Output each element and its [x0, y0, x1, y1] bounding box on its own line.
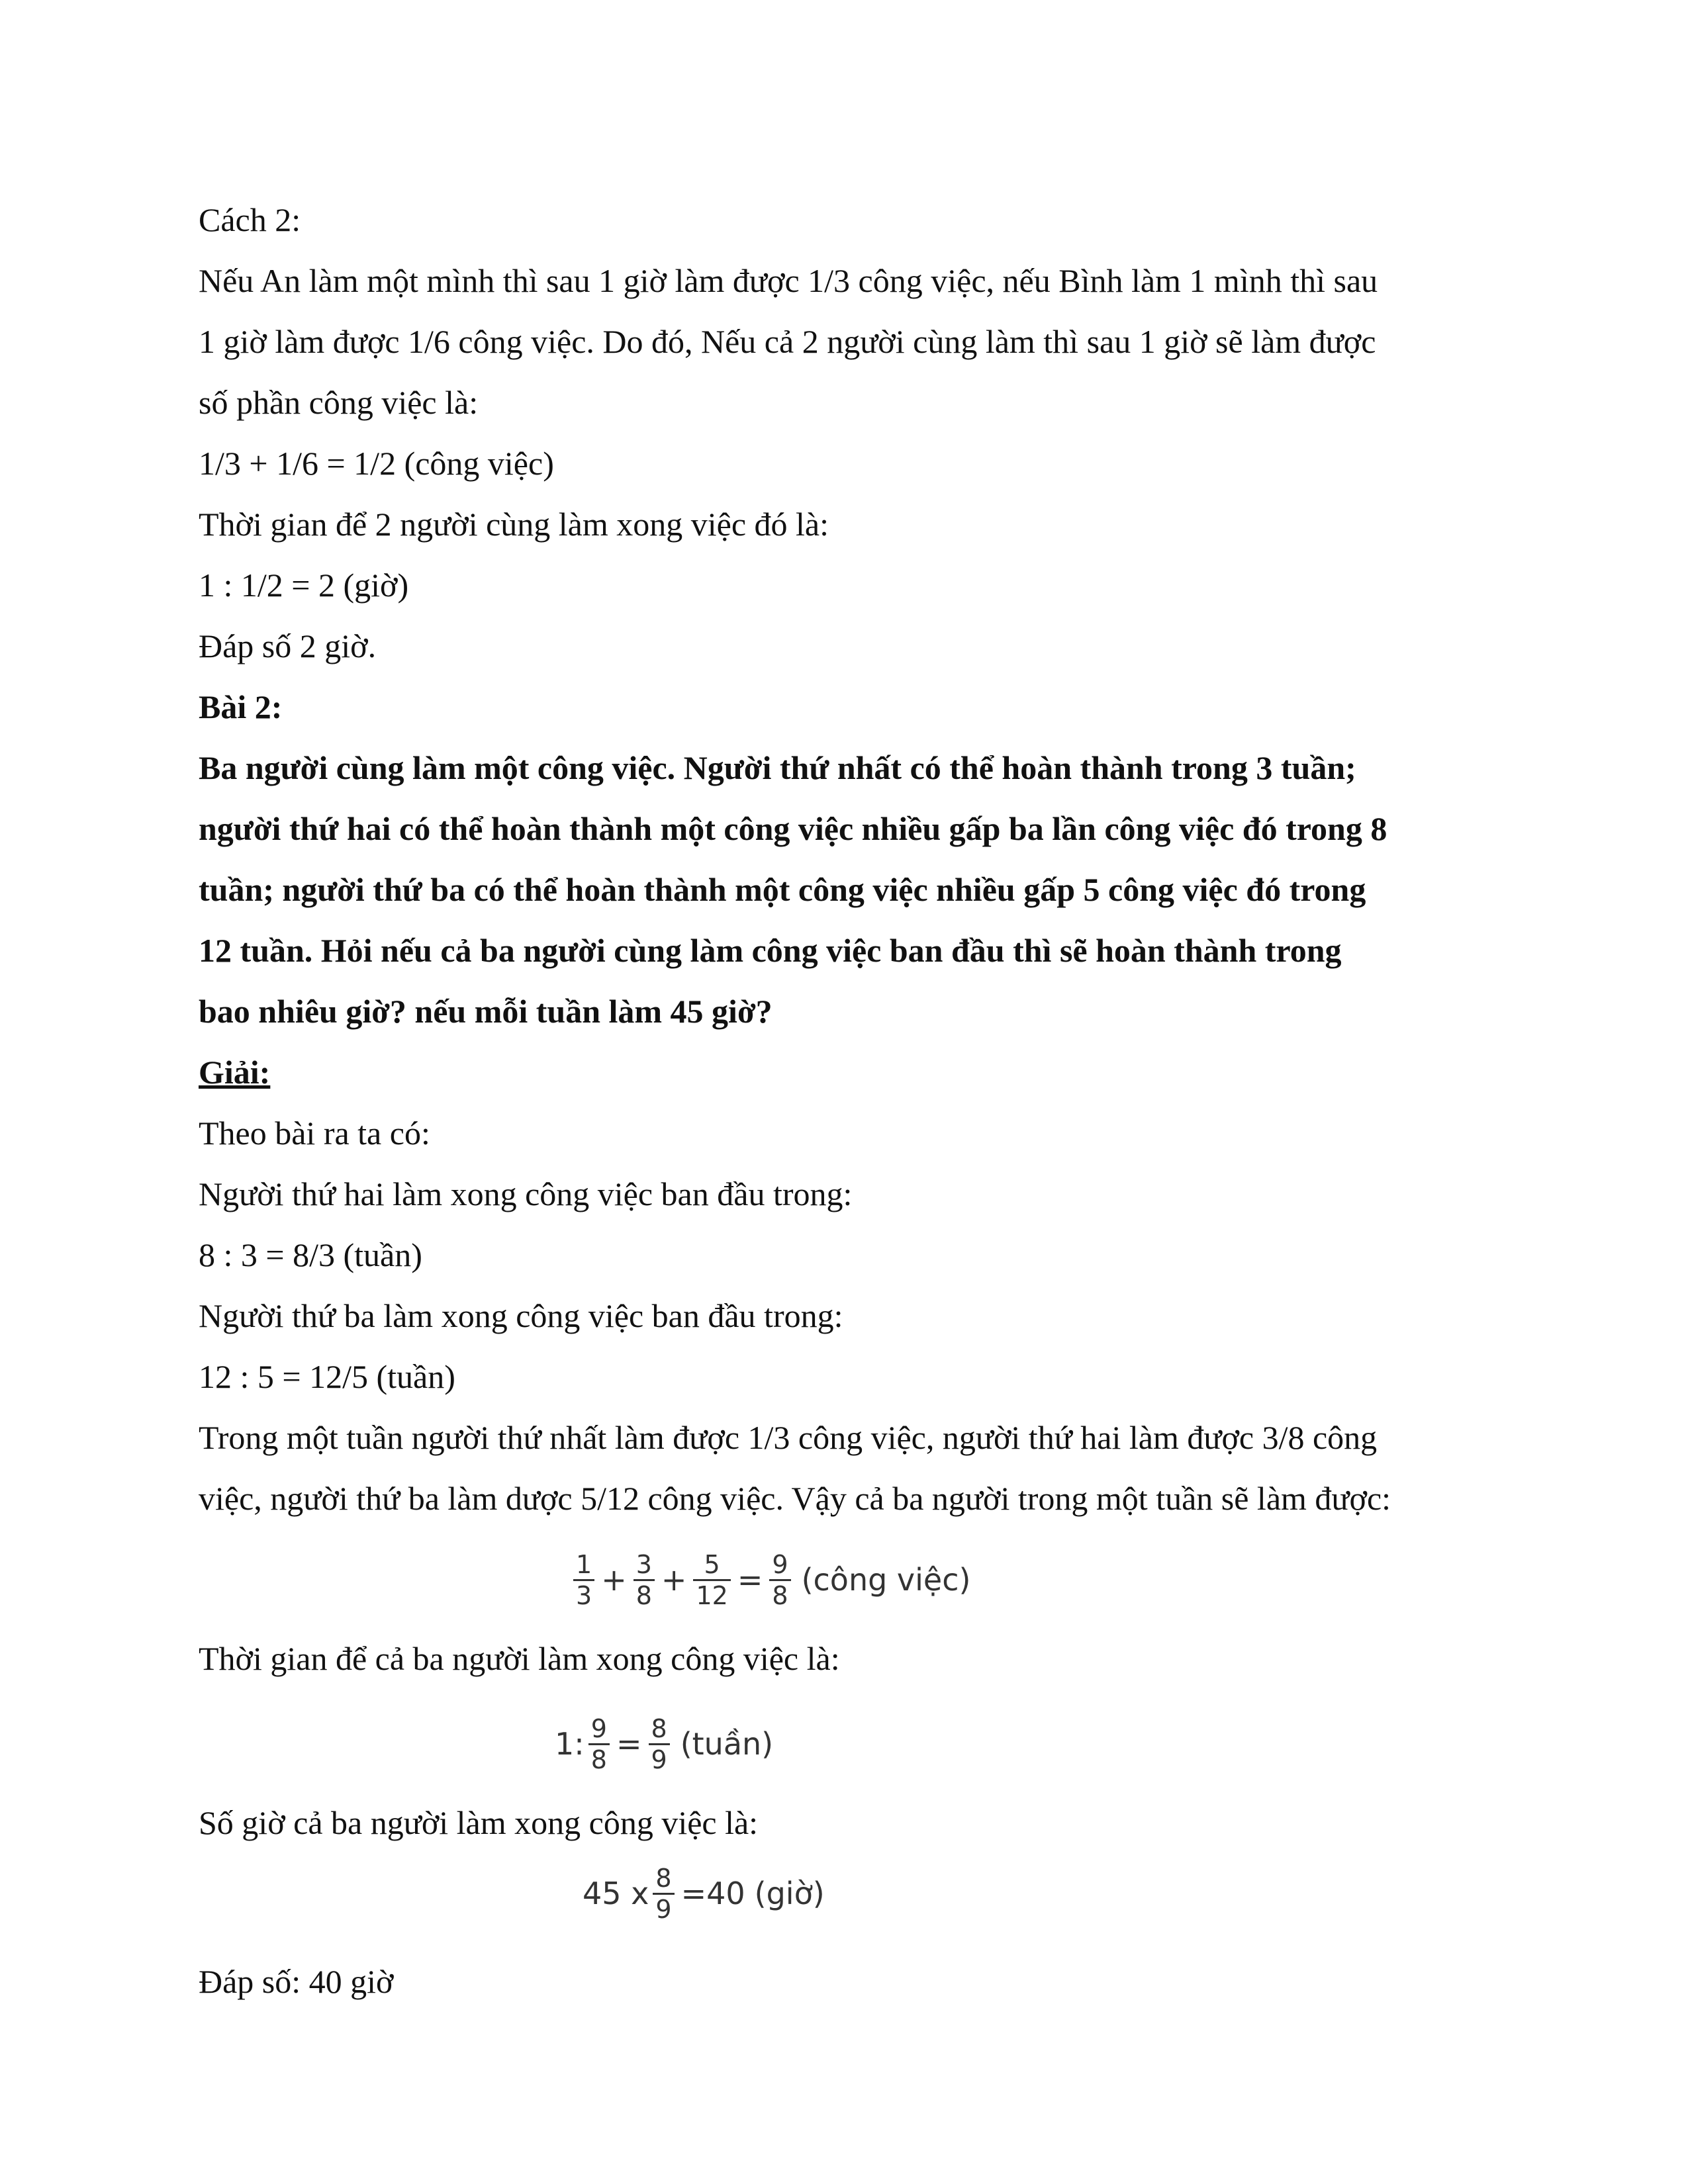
paragraph-line: Người thứ hai làm xong công việc ban đầu trong: [199, 1175, 853, 1212]
answer-line: Đáp số: 40 giờ [199, 1963, 394, 2000]
fraction: $\frac{5}{12}$ [693, 1550, 730, 1610]
paragraph-line: Theo bài ra ta có: [199, 1115, 430, 1152]
problem-text-line: người thứ hai có thể hoàn thành một công việc nhiều gấp ba lần công việc đó trong 8 [199, 810, 1387, 847]
paragraph-line: số phần công việc là: [199, 384, 479, 421]
equation-line: 8 : 3 = 8/3 (tuần) [199, 1236, 422, 1273]
paragraph-line: Thời gian để cả ba người làm xong công việc là: [199, 1640, 840, 1677]
problem-heading: Bài 2: [199, 688, 283, 725]
fraction: $\frac{9}{8}$ [769, 1550, 790, 1610]
equation-line: 1 : 1/2 = 2 (giờ) [199, 567, 409, 604]
paragraph-line: Nếu An làm một mình thì sau 1 giờ làm được 1/3 công việc, nếu Bình làm 1 mình thì sau [199, 262, 1378, 299]
heading-cach-2: Cách 2: [199, 201, 301, 238]
fraction: $\frac{8}{9}$ [649, 1714, 670, 1774]
equation-line: 12 : 5 = 12/5 (tuần) [199, 1358, 455, 1395]
paragraph-line: Thời gian để 2 người cùng làm xong việc đó là: [199, 506, 829, 543]
problem-text-line: Ba người cùng làm một công việc. Người thứ nhất có thể hoàn thành trong 3 tuần; [199, 749, 1356, 786]
problem-text-line: 12 tuần. Hỏi nếu cả ba người cùng làm công việc ban đầu thì sẽ hoàn thành trong [199, 932, 1342, 969]
paragraph-line: Số giờ cả ba người làm xong công việc là: [199, 1804, 759, 1841]
problem-text-line: tuần; người thứ ba có thể hoàn thành một công việc nhiều gấp 5 công việc đó trong [199, 871, 1366, 908]
answer-line: Đáp số 2 giờ. [199, 627, 377, 664]
formula-sum-fractions: $\frac{1}{3}$ + $\frac{3}{8}$ + $\frac{5}{12}$ = $\frac{9}{8}$ (công việc) [569, 1543, 970, 1616]
solution-heading: Giải: [199, 1054, 271, 1091]
paragraph-line: Trong một tuần người thứ nhất làm được 1/3 công việc, người thứ hai làm được 3/8 công [199, 1419, 1378, 1456]
equation-line: 1/3 + 1/6 = 1/2 (công việc) [199, 445, 554, 482]
formula-multiplication: 45 x $\frac{8}{9}$ =40 (giờ) [583, 1863, 825, 1924]
paragraph-line: 1 giờ làm được 1/6 công việc. Do đó, Nếu cả 2 người cùng làm thì sau 1 giờ sẽ làm được [199, 323, 1376, 360]
fraction: $\frac{3}{8}$ [633, 1550, 655, 1610]
problem-text-line: bao nhiêu giờ? nếu mỗi tuần làm 45 giờ? [199, 993, 773, 1030]
formula-division: 1: $\frac{9}{8}$ = $\frac{8}{9}$ (tuần) [555, 1713, 774, 1774]
paragraph-line: Người thứ ba làm xong công việc ban đầu trong: [199, 1297, 843, 1334]
fraction: $\frac{8}{9}$ [653, 1864, 674, 1924]
fraction: $\frac{1}{3}$ [573, 1550, 594, 1610]
fraction: $\frac{9}{8}$ [588, 1714, 610, 1774]
paragraph-line: việc, người thứ ba làm dược 5/12 công việc. Vậy cả ba người trong một tuần sẽ làm được: [199, 1480, 1391, 1517]
